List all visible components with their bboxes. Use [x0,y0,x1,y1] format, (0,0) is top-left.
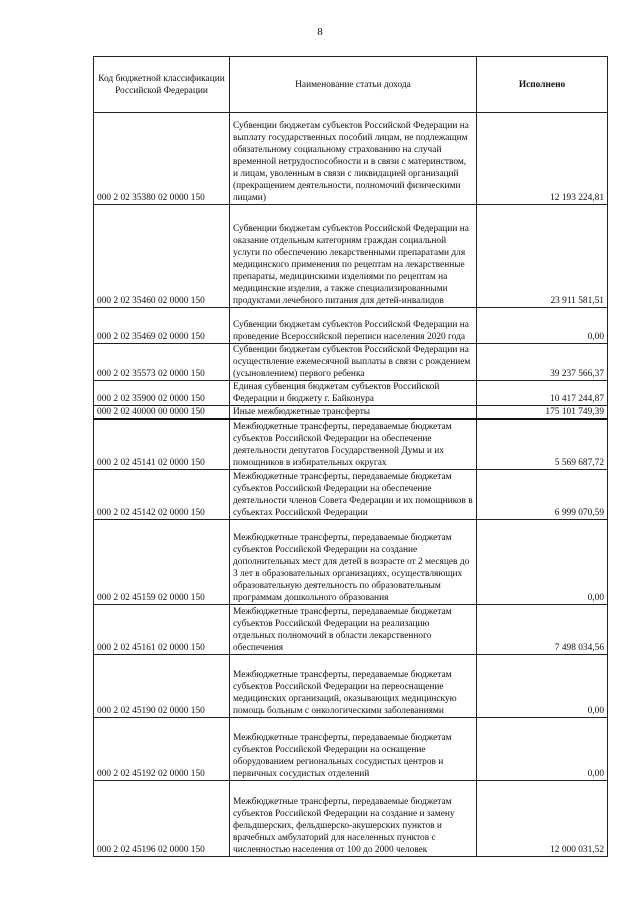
row-name: Межбюджетные трансферты, передаваемые бюджетам субъектов Российской Федерации на реализацию отдельных полномочий в области лекарственного обеспечения [230,604,477,654]
table-row [94,205,608,308]
table-row [94,419,608,469]
row-name: Межбюджетные трансферты, передаваемые бюджетам субъектов Российской Федерации на обеспечение деятельности членов Совета Федерации и их помощников в субъектах Российской Федерации [230,469,477,519]
header-name: Наименование статьи дохода [230,57,477,113]
table-row [94,406,608,420]
row-code: 000 2 02 45196 02 0000 150 [94,780,230,856]
row-amount: 39 237 566,37 [477,344,608,381]
row-amount: 23 911 581,51 [477,205,608,308]
row-name: Субвенции бюджетам субъектов Российской Федерации на осуществление ежемесячной выплаты в связи с рождением (усыновлением) первого ребенка [230,344,477,381]
table-row [94,469,608,519]
row-amount: 0,00 [477,717,608,780]
row-code: 000 2 02 35469 02 0000 150 [94,308,230,344]
row-name: Межбюджетные трансферты, передаваемые бюджетам субъектов Российской Федерации на обеспечение деятельности депутатов Государственной Думы и их помощников в избирательных округах [230,419,477,469]
table-row [94,780,608,856]
row-name: Субвенции бюджетам субъектов Российской Федерации на оказание отдельным категориям граждан социальной услуги по обеспечению лекарственными препаратами для медицинского применения по рецептам на лекарственные препараты, медицинскими изделиями по рецептам на медицинские изделия, а также специализированными продуктами лечебного питания для детей-инвалидов [230,205,477,308]
budget-table [93,56,608,857]
row-name: Субвенции бюджетам субъектов Российской Федерации на проведение Всероссийской переписи населения 2020 года [230,308,477,344]
page-number: 8 [317,26,323,38]
table-row [94,381,608,406]
table-row [94,717,608,780]
table-header-row [94,57,608,113]
row-code: 000 2 02 45161 02 0000 150 [94,604,230,654]
row-amount: 6 999 070,59 [477,469,608,519]
row-code: 000 2 02 45141 02 0000 150 [94,419,230,469]
row-amount: 12 000 031,52 [477,780,608,856]
row-name: Единая субвенция бюджетам субъектов Российской Федерации и бюджету г. Байконура [230,381,477,406]
row-name: Межбюджетные трансферты, передаваемые бюджетам субъектов Российской Федерации на создание дополнительных мест для детей в возрасте от 2 месяцев до 3 лет в образовательных организациях, осуществляющих образовательную деятельность по образовательным программам дошкольного образования [230,519,477,604]
header-amount: Исполнено [477,57,608,113]
row-amount: 7 498 034,56 [477,604,608,654]
row-code: 000 2 02 35460 02 0000 150 [94,205,230,308]
table-row [94,654,608,717]
row-code: 000 2 02 45159 02 0000 150 [94,519,230,604]
row-code: 000 2 02 45142 02 0000 150 [94,469,230,519]
header-code: Код бюджетной классификации Российской Федерации [94,57,230,113]
row-code: 000 2 02 45192 02 0000 150 [94,717,230,780]
row-code: 000 2 02 45190 02 0000 150 [94,654,230,717]
row-name: Межбюджетные трансферты, передаваемые бюджетам субъектов Российской Федерации на создание и замену фельдшерских, фельдшерско-акушерских пунктов и врачебных амбулаторий для населенных пунктов с численностью населения от 100 до 2000 человек [230,780,477,856]
row-code: 000 2 02 35900 02 0000 150 [94,381,230,406]
row-code: 000 2 02 40000 00 0000 150 [94,406,230,420]
row-amount: 5 569 687,72 [477,419,608,469]
row-code: 000 2 02 35380 02 0000 150 [94,113,230,205]
row-amount: 175 101 749,39 [477,406,608,420]
row-name: Иные межбюджетные трансферты [230,406,477,420]
table-row [94,604,608,654]
row-name: Межбюджетные трансферты, передаваемые бюджетам субъектов Российской Федерации на переоснащение медицинских организаций, оказывающих медицинскую помощь больным с онкологическими заболеваниями [230,654,477,717]
row-amount: 0,00 [477,519,608,604]
table-row [94,113,608,205]
row-code: 000 2 02 35573 02 0000 150 [94,344,230,381]
table-row [94,308,608,344]
table-row [94,519,608,604]
row-amount: 0,00 [477,308,608,344]
row-amount: 12 193 224,81 [477,113,608,205]
row-name: Межбюджетные трансферты, передаваемые бюджетам субъектов Российской Федерации на оснащение оборудованием региональных сосудистых центров и первичных сосудистых отделений [230,717,477,780]
row-amount: 0,00 [477,654,608,717]
table-row [94,344,608,381]
row-amount: 10 417 244,87 [477,381,608,406]
row-name: Субвенции бюджетам субъектов Российской Федерации на выплату государственных пособий лицам, не подлежащим обязательному социальному страхованию на случай временной нетрудоспособности и в связи с материнством, и лицам, уволенным в связи с ликвидацией организаций (прекращением деятельности, полномочий физическими лицами) [230,113,477,205]
